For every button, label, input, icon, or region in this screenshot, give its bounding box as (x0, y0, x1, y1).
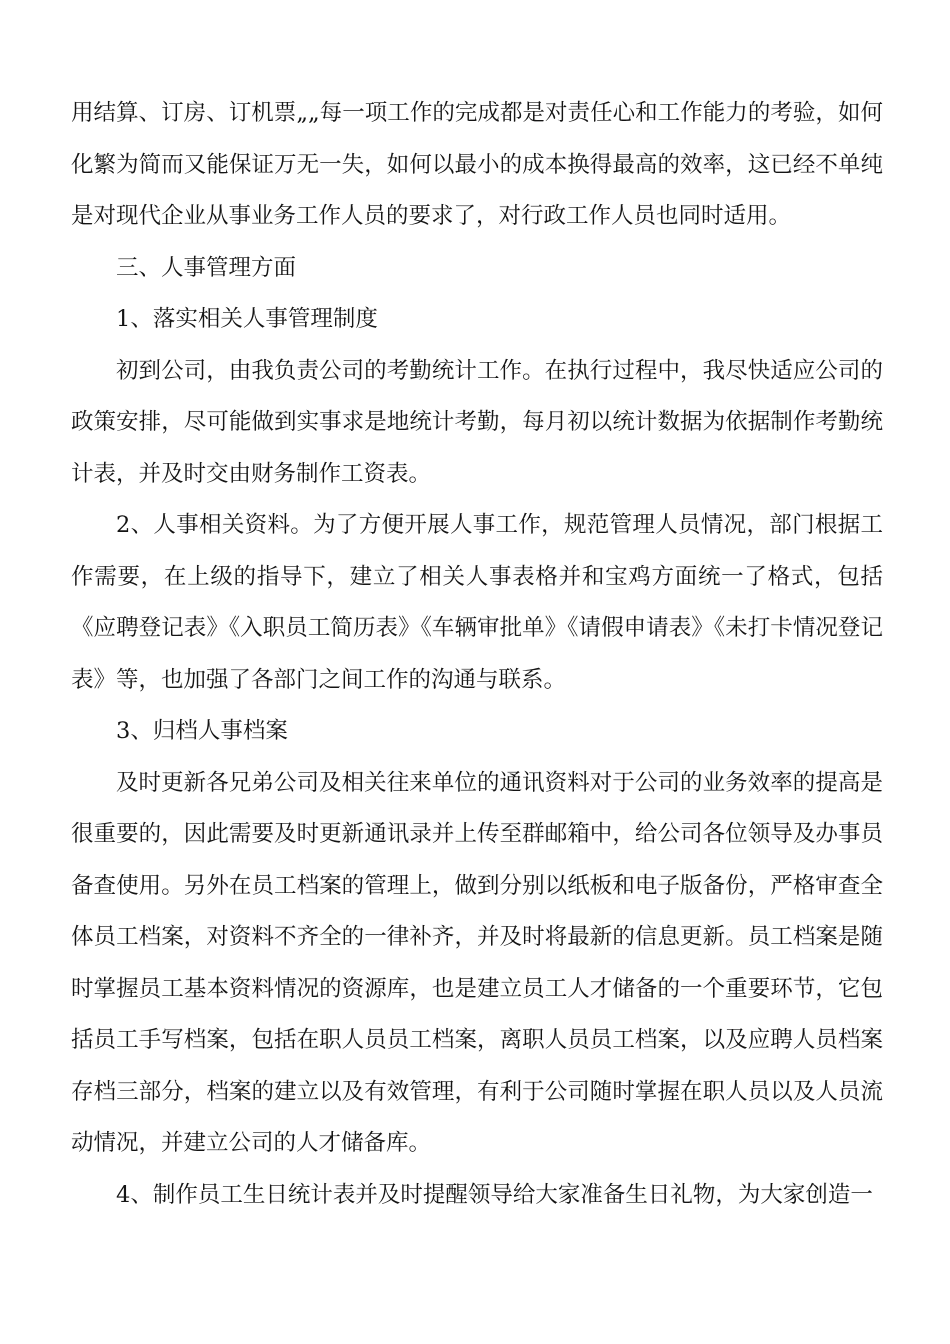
paragraph-continuation: 用结算、订房、订机票„„每一项工作的完成都是对责任心和工作能力的考验，如何化繁为简而又能保证万无一失，如何以最小的成本换得最高的效率，这已经不单纯是对现代企业从事业务工作人员的要求了，对行政工作人员也同时适用。 (71, 100, 883, 229)
paragraph-archives: 及时更新各兄弟公司及相关往来单位的通讯资料对于公司的业务效率的提高是很重要的，因此需要及时更新通讯录并上传至群邮箱中，给公司各位领导及办事员备查使用。另外在员工档案的管理上，做到分别以纸板和电子版备份，严格审查全体员工档案，对资料不齐全的一律补齐，并及时将最新的信息更新。员工档案是随时掌握员工基本资料情况的资源库，也是建立员工人才储备的一个重要环节，它包括员工手写档案，包括在职人员员工档案，离职人员员工档案，以及应聘人员档案存档三部分，档案的建立以及有效管理，有利于公司随时掌握在职人员以及人员流动情况，并建立公司的人才储备库。 (71, 769, 883, 1156)
subheading-personnel-system: 1、落实相关人事管理制度 (116, 306, 378, 332)
subheading-personnel-archives: 3、归档人事档案 (116, 718, 288, 744)
document-body (71, 88, 883, 1221)
paragraph-birthday-stats: 4、制作员工生日统计表并及时提醒领导给大家准备生日礼物，为大家创造一 (116, 1181, 873, 1208)
paragraph-attendance: 初到公司，由我负责公司的考勤统计工作。在执行过程中，我尽快适应公司的政策安排，尽可能做到实事求是地统计考勤，每月初以统计数据为依据制作考勤统计表，并及时交由财务制作工资表。 (71, 357, 883, 487)
section-heading-personnel-management: 三、人事管理方面 (116, 254, 297, 281)
paragraph-personnel-materials: 2、人事相关资料。为了方便开展人事工作，规范管理人员情况，部门根据工作需要，在上级的指导下，建立了相关人事表格并和宝鸡方面统一了格式，包括《应聘登记表》《入职员工简历表》《车辆审批单》《请假申请表》《未打卡情况登记表》等，也加强了各部门之间工作的沟通与联系。 (71, 512, 883, 693)
